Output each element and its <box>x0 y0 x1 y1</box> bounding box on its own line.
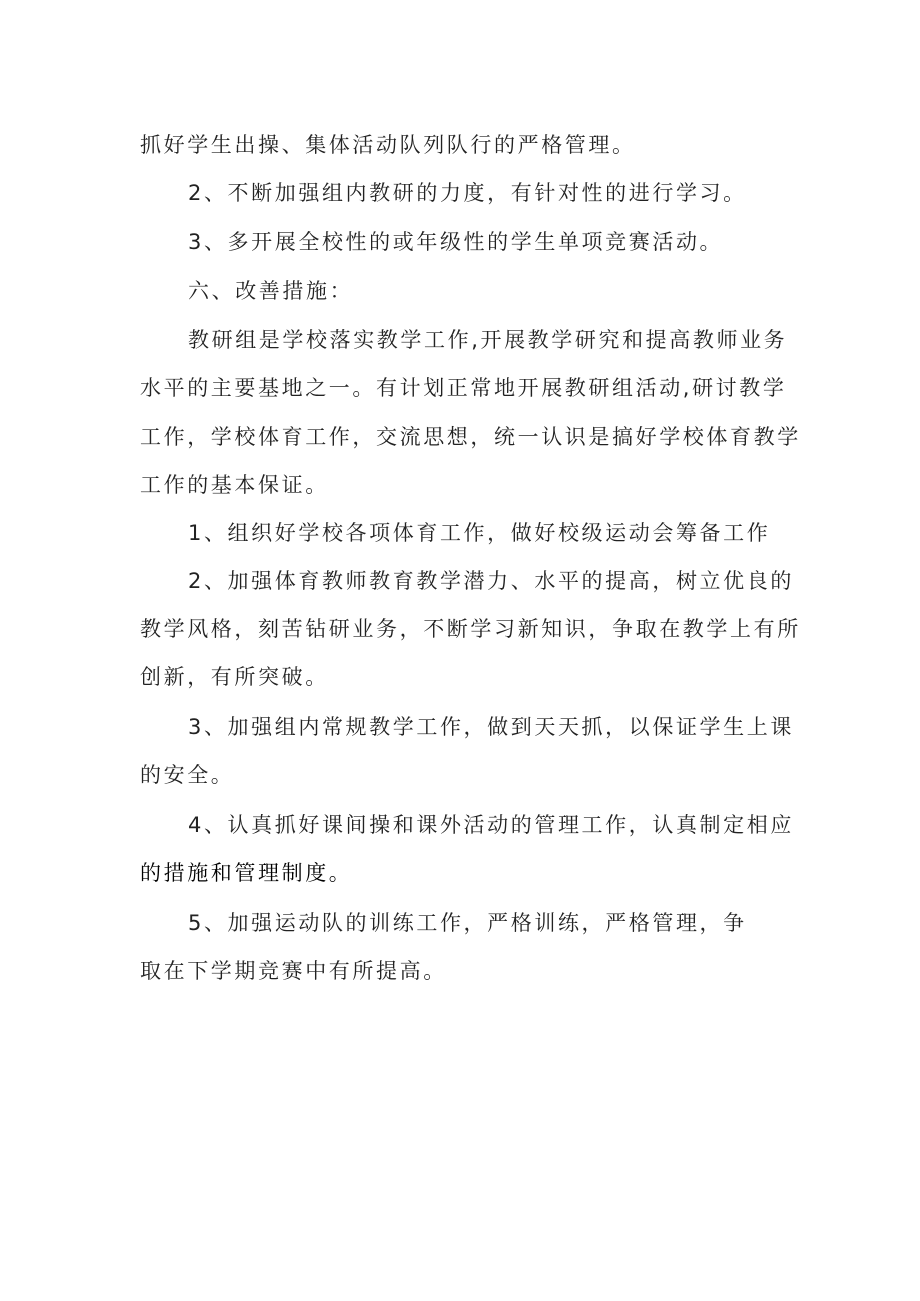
measure-item-2: 2、加强体育教师教育教学潜力、水平的提高，树立优良的 <box>188 569 794 593</box>
paragraph-line: 水平的主要基地之一。有计划正常地开展教研组活动,研讨教学 <box>140 376 787 400</box>
section-heading: 六、改善措施： <box>188 279 354 303</box>
paragraph-line: 教研组是学校落实教学工作,开展教学研究和提高教师业务 <box>188 328 788 352</box>
measure-item-3: 3、加强组内常规教学工作，做到天天抓，以保证学生上课 <box>188 715 794 739</box>
paragraph-line: 取在下学期竞赛中有所提高。 <box>140 959 447 983</box>
list-item-2: 2、不断加强组内教研的力度，有针对性的进行学习。 <box>188 181 747 205</box>
measure-item-1: 1、组织好学校各项体育工作，做好校级运动会筹备工作 <box>188 521 771 545</box>
paragraph-line: 的措施和管理制度。 <box>140 861 353 885</box>
paragraph-line: 工作的基本保证。 <box>140 473 329 497</box>
paragraph-line: 教学风格，刻苦钻研业务，不断学习新知识，争取在教学上有所 <box>140 617 801 641</box>
paragraph-line: 的安全。 <box>140 763 235 787</box>
list-item-3: 3、多开展全校性的或年级性的学生单项竞赛活动。 <box>188 230 724 254</box>
paragraph-line: 创新，有所突破。 <box>140 665 329 689</box>
measure-item-5: 5、加强运动队的训练工作，严格训练，严格管理，争 <box>188 911 747 935</box>
paragraph-line: 工作，学校体育工作，交流思想，统一认识是搞好学校体育教学 <box>140 425 801 449</box>
paragraph-line: 抓好学生出操、集体活动队列队行的严格管理。 <box>140 133 636 157</box>
measure-item-4: 4、认真抓好课间操和课外活动的管理工作，认真制定相应 <box>188 813 794 837</box>
